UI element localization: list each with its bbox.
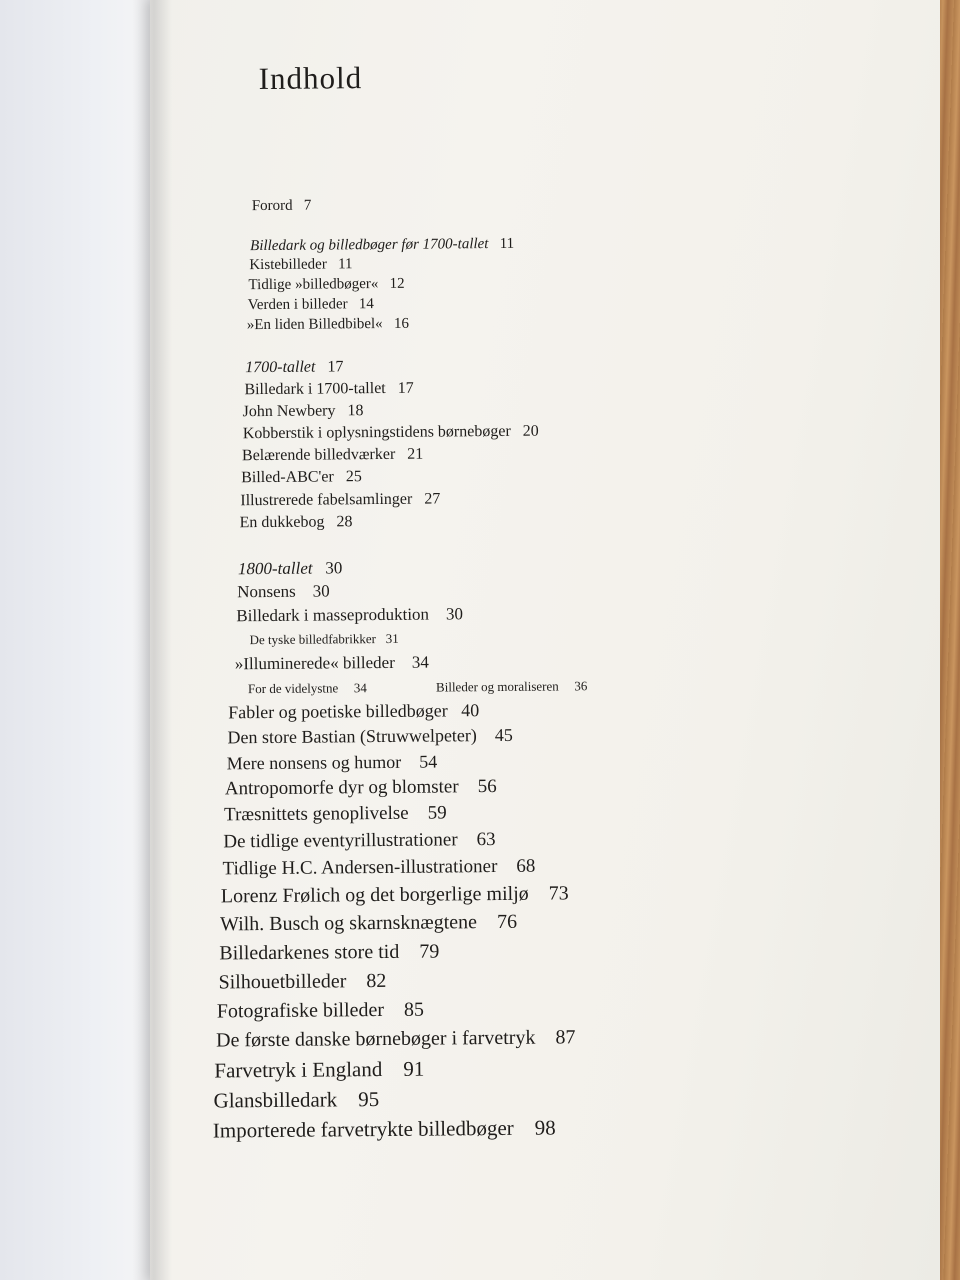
- toc-subentry: [248, 681, 367, 695]
- entry-page-number: 18: [347, 402, 364, 420]
- toc-entry: [214, 1056, 425, 1083]
- toc-entry: [220, 912, 517, 935]
- entry-page-number: 91: [403, 1056, 425, 1081]
- toc-entry: [244, 381, 413, 398]
- section-heading: [238, 559, 343, 577]
- entry-title: Tidlige H.C. Andersen-illustrationer: [222, 856, 498, 880]
- toc-entry: [225, 777, 497, 798]
- entry-title: Illustrerede fabelsamlinger: [240, 490, 413, 510]
- entry-title: En dukkebog: [239, 513, 325, 532]
- entry-title: Forord: [251, 197, 293, 215]
- entry-page-number: 7: [303, 197, 312, 214]
- entry-page-number: 30: [325, 558, 343, 578]
- entry-page-number: 76: [496, 910, 518, 934]
- book-gutter-shadow: [132, 0, 172, 1280]
- toc-entry: [252, 199, 312, 215]
- toc-entry: [247, 317, 409, 333]
- toc-entry: [224, 803, 447, 824]
- entry-page-number: 30: [445, 604, 464, 624]
- entry-title: De første danske børnebøger i farvetryk: [215, 1026, 536, 1052]
- toc-entry: [240, 491, 440, 509]
- entry-page-number: 20: [522, 422, 539, 440]
- entry-page-number: 54: [419, 751, 438, 772]
- entry-page-number: 34: [411, 652, 429, 672]
- entry-title: Billeder og moraliseren: [435, 678, 559, 695]
- entry-page-number: 56: [477, 776, 497, 798]
- entry-title: Den store Bastian (Struwwelpeter): [227, 725, 477, 748]
- entry-page-number: 27: [424, 490, 441, 508]
- toc-entry: [221, 883, 569, 906]
- entry-title: Belærende billedværker: [241, 445, 396, 465]
- entry-title: Lorenz Frølich og det borgerlige miljø: [220, 882, 529, 908]
- toc-subentry: [436, 679, 587, 693]
- toc-entry: [214, 1089, 380, 1111]
- entry-page-number: 87: [555, 1026, 576, 1049]
- toc-entry: [227, 753, 438, 773]
- entry-page-number: 31: [385, 630, 399, 646]
- entry-page-number: 11: [337, 256, 353, 273]
- entry-page-number: 85: [403, 998, 425, 1021]
- toc-entry: [235, 654, 429, 673]
- entry-page-number: 73: [548, 882, 569, 905]
- section-heading: [250, 237, 514, 254]
- toc-entry: [243, 424, 539, 443]
- entry-title: Billedark i masseproduktion: [236, 604, 430, 626]
- toc-entry: [212, 1115, 556, 1143]
- entry-page-number: 17: [327, 358, 344, 376]
- entry-title: »Illuminerede« billeder: [234, 652, 395, 674]
- entry-page-number: 17: [397, 379, 414, 397]
- entry-page-number: 16: [393, 315, 409, 332]
- section-heading: [245, 359, 343, 376]
- entry-page-number: 30: [312, 581, 330, 601]
- entry-title: Fotografiske billeder: [216, 998, 385, 1023]
- table-of-contents: [150, 0, 951, 1280]
- entry-page-number: 63: [476, 829, 496, 851]
- toc-entry: [219, 942, 439, 964]
- entry-page-number: 28: [336, 513, 353, 531]
- entry-page-number: 11: [499, 235, 515, 252]
- toc-entry: [223, 857, 536, 879]
- entry-title: John Newbery: [242, 402, 336, 421]
- entry-title: Billedark i 1700-tallet: [244, 379, 386, 399]
- toc-entry: [236, 605, 463, 624]
- toc-entry: [227, 726, 513, 746]
- page-title: Indhold: [258, 60, 363, 97]
- toc-entry: [228, 701, 479, 721]
- toc-entry: [248, 277, 404, 293]
- entry-page-number: 12: [389, 275, 405, 292]
- entry-title: 1800-tallet: [237, 558, 313, 579]
- toc-subentry: [250, 632, 399, 646]
- entry-page-number: 68: [516, 855, 536, 877]
- toc-entry: [242, 447, 423, 465]
- entry-title: Farvetryk i England: [214, 1057, 383, 1083]
- entry-page-number: 79: [419, 940, 440, 963]
- toc-entry: [239, 514, 352, 531]
- entry-title: Importerede farvetrykte billedbøger: [212, 1115, 514, 1143]
- entry-page-number: 34: [353, 680, 367, 696]
- entry-page-number: 25: [345, 468, 362, 486]
- entry-page-number: 40: [461, 700, 480, 721]
- entry-title: Wilh. Busch og skarnsknægtene: [219, 911, 478, 936]
- toc-entry: [217, 1000, 424, 1022]
- entry-title: Tidlige »billedbøger«: [248, 276, 379, 294]
- entry-title: De tidlige eventyrillustrationer: [223, 829, 458, 853]
- entry-page-number: 36: [574, 678, 588, 694]
- entry-title: Glansbilledark: [213, 1087, 338, 1113]
- entry-page-number: 98: [534, 1115, 556, 1140]
- entry-page-number: 82: [366, 969, 387, 993]
- entry-title: Mere nonsens og humor: [226, 751, 402, 774]
- toc-entry: [241, 469, 362, 486]
- entry-title: Billed-ABC'er: [241, 468, 334, 487]
- entry-title: Antropomorfe dyr og blomster: [224, 776, 459, 800]
- entry-page-number: 95: [358, 1087, 380, 1112]
- entry-title: Billedark og billedbøger før 1700-tallet: [250, 236, 489, 255]
- entry-title: Billedarkenes store tid: [219, 940, 400, 965]
- entry-title: Træsnittets genoplivelse: [224, 802, 409, 826]
- toc-entry: [243, 403, 364, 420]
- entry-title: De tyske billedfabrikker: [249, 631, 376, 648]
- toc-entry: [218, 971, 386, 992]
- entry-title: Silhouetbilleder: [218, 970, 347, 994]
- entry-title: Nonsens: [237, 581, 296, 602]
- entry-page-number: 59: [427, 802, 447, 824]
- entry-title: Kobberstik i oplysningstidens børnebøger: [242, 422, 511, 443]
- entry-title: Kistebilleder: [249, 256, 327, 274]
- entry-title: For de videlystne: [247, 680, 339, 697]
- entry-title: 1700-tallet: [245, 358, 316, 377]
- entry-title: »En liden Billedbibel«: [246, 315, 383, 334]
- toc-entry: [249, 257, 352, 273]
- toc-entry: [223, 830, 495, 851]
- entry-page-number: 14: [358, 296, 374, 313]
- toc-entry: [216, 1027, 575, 1050]
- toc-entry: [237, 582, 330, 600]
- entry-page-number: 45: [494, 724, 513, 746]
- entry-title: Verden i billeder: [247, 296, 348, 314]
- toc-entry: [248, 297, 374, 313]
- book-page: [150, 0, 940, 1280]
- entry-title: Fabler og poetiske billedbøger: [228, 700, 448, 723]
- entry-page-number: 21: [407, 445, 424, 463]
